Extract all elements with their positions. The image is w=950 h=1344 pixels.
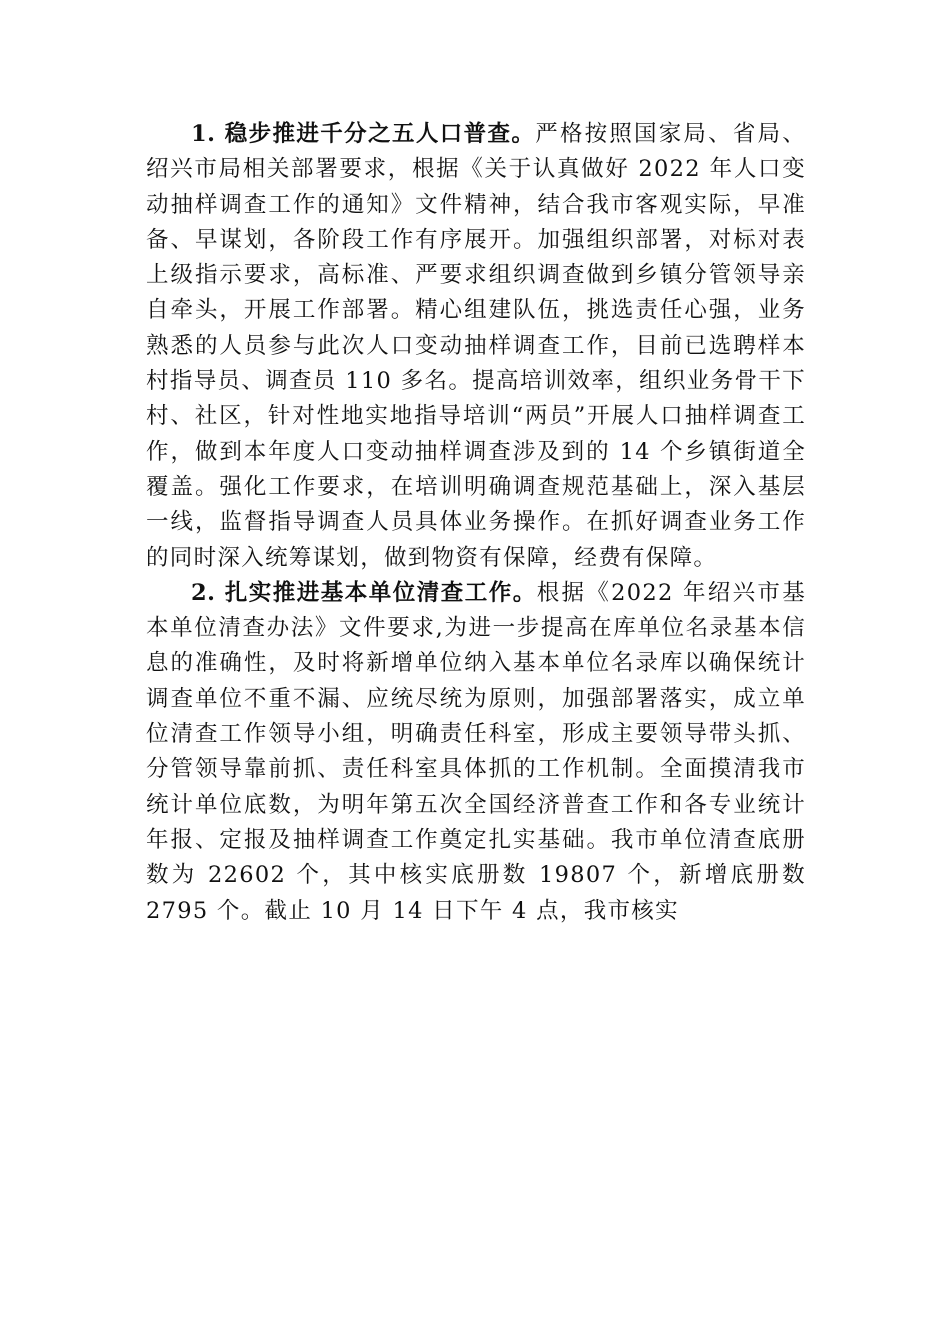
paragraph-heading: 2. 扎实推进基本单位清查工作。 bbox=[191, 579, 537, 606]
paragraph-unit-census bbox=[146, 576, 806, 929]
paragraph-heading: 1. 稳步推进千分之五人口普查。 bbox=[191, 121, 536, 147]
paragraph-population-survey bbox=[146, 117, 806, 576]
paragraph-text: 根据《2022 年绍兴市基本单位清查办法》文件要求,为进一步提高在库单位名录基本信息的准确性，及时将新增单位纳入基本单位名录库以确保统计调查单位不重不漏、应统尽统为原则，加强部署落实，成立单位清查工作领导小组，明确责任科室，形成主要领导带头抓、分管领导靠前抓、责任科室具体抓的工作机制。全面摸清我市统计单位底数，为明年第五次全国经济普查工作和各专业统计年报、定报及抽样调查工作奠定扎实基础。我市单位清查底册数为 22602 个，其中核实底册数 19807 个，新增底册数 2795 个。截止 10 月 14 日下午 4 点，我市核实 bbox=[146, 579, 806, 924]
document-body bbox=[146, 117, 806, 929]
paragraph-text: 严格按照国家局、省局、绍兴市局相关部署要求，根据《关于认真做好 2022 年人口变动抽样调查工作的通知》文件精神，结合我市客观实际，早准备、早谋划，各阶段工作有序展开。加强组织部署，对标对表上级指示要求，高标准、严要求组织调查做到乡镇分管领导亲自牵头，开展工作部署。精心组建队伍，挑选责任心强，业务熟悉的人员参与此次人口变动抽样调查工作，目前已选聘样本村指导员、调查员 110 多名。提高培训效率，组织业务骨干下村、社区，针对性地实地指导培训“两员”开展人口抽样调查工作，做到本年度人口变动抽样调查涉及到的 14 个乡镇街道全覆盖。强化工作要求，在培训明确调查规范基础上，深入基层一线，监督指导调查人员具体业务操作。在抓好调查业务工作的同时深入统筹谋划，做到物资有保障，经费有保障。 bbox=[146, 121, 806, 571]
